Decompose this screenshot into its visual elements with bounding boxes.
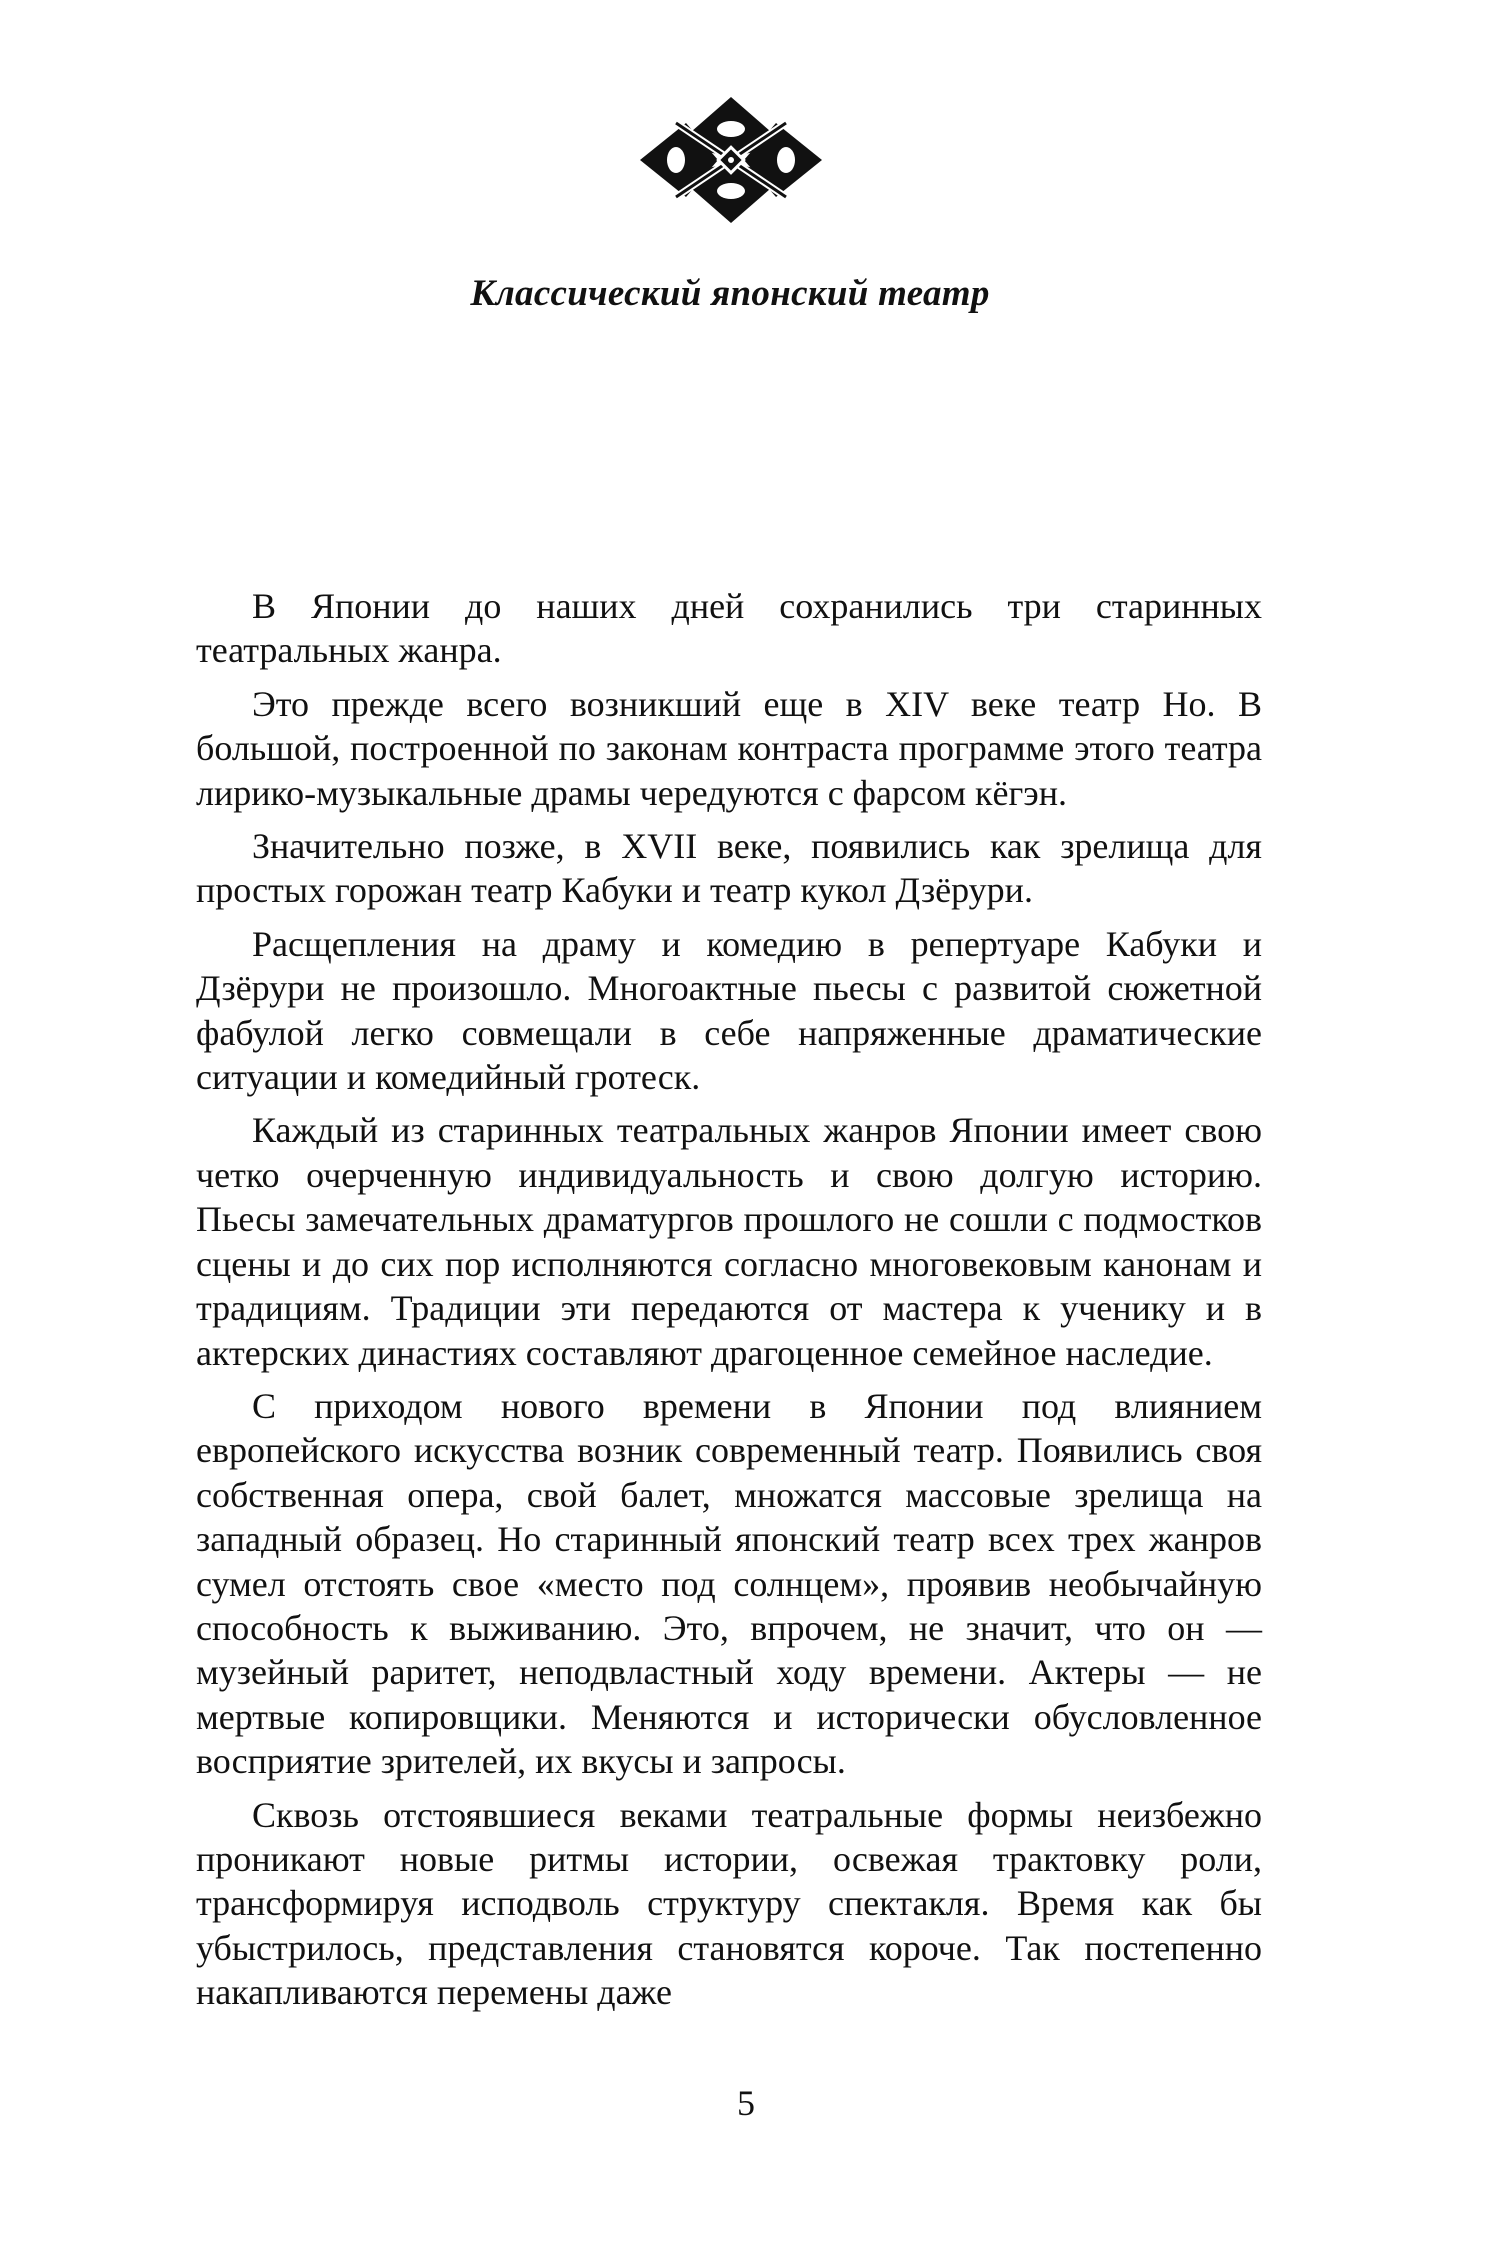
paragraph: С приходом нового времени в Японии под влиянием европейского искусства возник современный театр. Появились своя собственная опера, свой балет, множатся массовые зрелища на западный образец. Но старинный японский театр всех трех жанров сумел отстоять свое «место под солнцем», проявив необычайную способность к выживанию. Это, впрочем, не значит, что он — музейный раритет, неподвластный ходу времени. Актеры — не мертвые копировщики. Меняются и исторически обусловленное восприятие зрителей, их вкусы и запросы.: [196, 1385, 1262, 1782]
chapter-title: Классический японский театр: [470, 273, 990, 314]
ornament-center-dot: [728, 157, 734, 163]
ornament-icon: [636, 95, 826, 225]
body-text: [196, 584, 1262, 2015]
paragraph: В Японии до наших дней сохранились три старинных театральных жанра.: [196, 586, 1262, 671]
page-number: 5: [737, 2083, 755, 2123]
paragraph: Значительно позже, в XVII веке, появились как зрелища для простых горожан театр Кабуки и театр кукол Дзёрури.: [196, 826, 1262, 911]
paragraph: Каждый из старинных театральных жанров Японии имеет свою четко очерченную индивидуальность и свою долгую историю. Пьесы замечательных драматургов прошлого не сошли с подмостков сцены и до сих пор исполняются согласно многовековым канонам и традициям. Традиции эти передаются от мастера к ученику и в актерских династиях составляют драгоценное семейное наследие.: [196, 1110, 1262, 1373]
paragraph: Расщепления на драму и комедию в репертуаре Кабуки и Дзёрури не произошло. Многоактные пьесы с развитой сюжетной фабулой легко совмещали в себе напряженные драматические ситуации и комедийный гротеск.: [196, 923, 1262, 1098]
paragraph: Сквозь отстоявшиеся веками театральные формы неизбежно проникают новые ритмы истории, освежая трактовку роли, трансформируя исподволь структуру спектакля. Время как бы убыстрилось, представления становятся короче. Так постепенно накапливаются перемены даже: [196, 1794, 1262, 2013]
paragraph: Это прежде всего возникший еще в XIV веке театр Но. В большой, построенной по законам контраста программе этого театра лирико-музыкальные драмы чередуются с фарсом кёгэн.: [196, 683, 1262, 813]
